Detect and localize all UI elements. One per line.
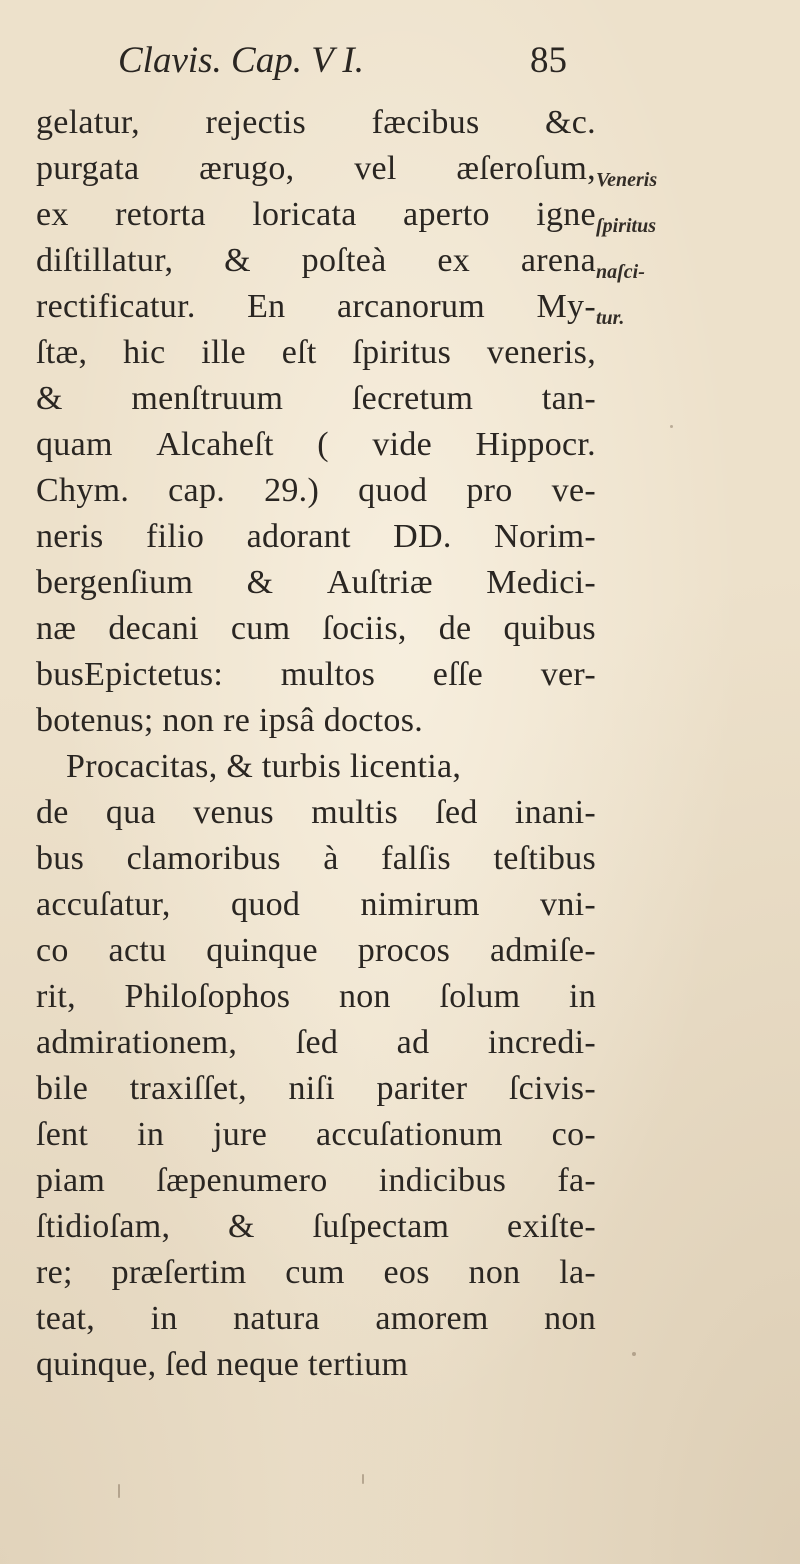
word: tan- <box>541 380 596 417</box>
word: adorant <box>246 518 351 555</box>
text-line <box>36 376 596 422</box>
word: traxiſſet, <box>129 1070 247 1107</box>
word: ſed <box>435 794 478 831</box>
word: En <box>247 288 286 325</box>
word: & <box>228 1208 255 1245</box>
word: menſtruum <box>131 380 284 417</box>
word: rectificatur. <box>36 288 196 325</box>
word: co <box>36 932 69 969</box>
word: qua <box>105 794 156 831</box>
word: multos <box>280 656 376 693</box>
word: ſed <box>295 1024 339 1061</box>
word: accuſatur, <box>36 886 171 923</box>
word: fæcibus <box>371 104 480 141</box>
word: non <box>544 1300 596 1337</box>
word: filio <box>146 518 205 555</box>
word: actu <box>108 932 167 969</box>
word: procos <box>357 932 451 969</box>
text-line <box>36 100 596 146</box>
margin-note-line: Veneris <box>596 169 658 191</box>
word: amorem <box>375 1300 489 1337</box>
word: co- <box>551 1116 596 1153</box>
text-line <box>36 422 596 468</box>
word: Norim- <box>494 518 596 555</box>
word: ex <box>437 242 471 279</box>
word: admiſe- <box>490 932 596 969</box>
word: inani- <box>514 794 596 831</box>
text-line <box>36 974 596 1020</box>
word: decani <box>108 610 199 647</box>
word: ille <box>201 334 246 371</box>
word: Philoſophos <box>124 978 291 1015</box>
word: quam <box>36 426 113 463</box>
word: Medici- <box>486 564 596 601</box>
word: indicibus <box>378 1162 507 1199</box>
word: præſertim <box>111 1254 247 1291</box>
word: quinque <box>206 932 318 969</box>
word: in <box>568 978 596 1015</box>
word: loricata <box>252 196 357 233</box>
text-line <box>36 1250 596 1296</box>
word: incredi- <box>487 1024 596 1061</box>
word: non <box>468 1254 521 1291</box>
text-line <box>36 284 596 330</box>
word: & <box>36 380 63 417</box>
text-line <box>36 1066 596 1112</box>
text-line <box>36 514 596 560</box>
word: non <box>338 978 391 1015</box>
word: rejectis <box>205 104 307 141</box>
text-line <box>36 1020 596 1066</box>
word: ex <box>36 196 69 233</box>
word: arena <box>520 242 596 279</box>
paper-speck <box>670 425 673 428</box>
paper-speck <box>632 1352 636 1356</box>
word: ſent <box>36 1116 89 1153</box>
word: ( <box>317 426 329 463</box>
word: eſt <box>281 334 317 371</box>
word: vni- <box>540 886 596 923</box>
word: DD. <box>393 518 452 555</box>
word: quibus <box>503 610 596 647</box>
word: quod <box>231 886 301 923</box>
text-line <box>36 1296 596 1342</box>
word: vide <box>372 426 433 463</box>
word: aperto <box>403 196 490 233</box>
text-line <box>36 192 596 238</box>
paper-speck <box>118 1484 120 1498</box>
text-line <box>36 790 596 836</box>
text-line <box>36 146 596 192</box>
word: My- <box>536 288 596 325</box>
word: venus <box>193 794 274 831</box>
word: purgata <box>36 150 140 187</box>
text-line: quinque, ſed neque tertium <box>36 1346 409 1383</box>
text-line <box>36 560 596 606</box>
running-title: Clavis. Cap. V I. <box>118 40 364 81</box>
word: 29.) <box>264 472 320 509</box>
word: in <box>150 1300 178 1337</box>
word: Hippocr. <box>475 426 596 463</box>
word: de <box>438 610 472 647</box>
body-text <box>36 100 596 1388</box>
word: la- <box>559 1254 596 1291</box>
margin-note-line: naſci- <box>596 261 645 283</box>
word: ſociis, <box>322 610 407 647</box>
text-line <box>36 330 596 376</box>
text-line <box>36 468 596 514</box>
word: falſis <box>381 840 451 877</box>
text-line <box>36 1112 596 1158</box>
word: de <box>36 794 69 831</box>
text-line <box>36 606 596 652</box>
text-line <box>36 1158 596 1204</box>
word: ærugo, <box>199 150 295 187</box>
word: Chym. <box>36 472 130 509</box>
word: ſpiritus <box>352 334 452 371</box>
text-line <box>36 238 596 284</box>
text-line <box>36 882 596 928</box>
word: ſtæ, <box>36 334 88 371</box>
word: exiſte- <box>507 1208 596 1245</box>
word: natura <box>233 1300 320 1337</box>
word: teat, <box>36 1300 96 1337</box>
paragraph-start-line: Procacitas, & turbis licentia, <box>66 748 462 785</box>
word: & <box>246 564 274 601</box>
word: ad <box>396 1024 430 1061</box>
margin-note-line: tur. <box>596 307 625 329</box>
word: cum <box>230 610 291 647</box>
word: veneris, <box>486 334 596 371</box>
word: ve- <box>551 472 596 509</box>
word: re; <box>36 1254 73 1291</box>
word: retorta <box>115 196 206 233</box>
word: ſuſpectam <box>312 1208 450 1245</box>
word: ver- <box>540 656 596 693</box>
text-line <box>36 1204 596 1250</box>
word: poſteà <box>301 242 387 279</box>
word: nimirum <box>360 886 480 923</box>
word: ſolum <box>439 978 521 1015</box>
word: & <box>224 242 251 279</box>
word: diſtillatur, <box>36 242 174 279</box>
word: næ <box>36 610 77 647</box>
word: vel <box>354 150 397 187</box>
word: admirationem, <box>36 1024 238 1061</box>
word: ſcivis- <box>508 1070 596 1107</box>
word: pro <box>466 472 513 509</box>
word: gelatur, <box>36 104 140 141</box>
word: busEpictetus: <box>36 656 224 693</box>
word: cum <box>285 1254 345 1291</box>
word: quod <box>358 472 428 509</box>
word: &c. <box>545 104 596 141</box>
word: in <box>137 1116 165 1153</box>
word: à <box>323 840 339 877</box>
word: eos <box>383 1254 430 1291</box>
word: teſtibus <box>493 840 596 877</box>
word: igne <box>536 196 596 233</box>
word: Auſtriæ <box>326 564 433 601</box>
word: ſecretum <box>351 380 474 417</box>
word: rit, <box>36 978 76 1015</box>
word: clamoribus <box>126 840 281 877</box>
word: neris <box>36 518 104 555</box>
text-line <box>36 652 596 698</box>
word: bergenſium <box>36 564 194 601</box>
word: pariter <box>376 1070 468 1107</box>
word: fa- <box>557 1162 596 1199</box>
word: cap. <box>168 472 226 509</box>
word: arcanorum <box>336 288 486 325</box>
margin-note-line: ſpiritus <box>596 215 657 237</box>
word: Alcaheſt <box>156 426 274 463</box>
word: jure <box>213 1116 268 1153</box>
word: eſſe <box>432 656 484 693</box>
running-header <box>118 38 578 84</box>
word: niſi <box>288 1070 336 1107</box>
word: hic <box>123 334 166 371</box>
text-line <box>36 928 596 974</box>
text-line <box>36 836 596 882</box>
word: bile <box>36 1070 89 1107</box>
text-line: botenus; non re ipsâ doctos. <box>36 702 424 739</box>
word: ſtidioſam, <box>36 1208 171 1245</box>
word: æſeroſum, <box>456 150 596 187</box>
word: accuſationum <box>316 1116 503 1153</box>
word: piam <box>36 1162 106 1199</box>
paper-speck <box>362 1474 364 1484</box>
word: multis <box>311 794 399 831</box>
word: bus <box>36 840 85 877</box>
page-number: 85 <box>530 40 567 81</box>
word: ſæpenumero <box>156 1162 328 1199</box>
